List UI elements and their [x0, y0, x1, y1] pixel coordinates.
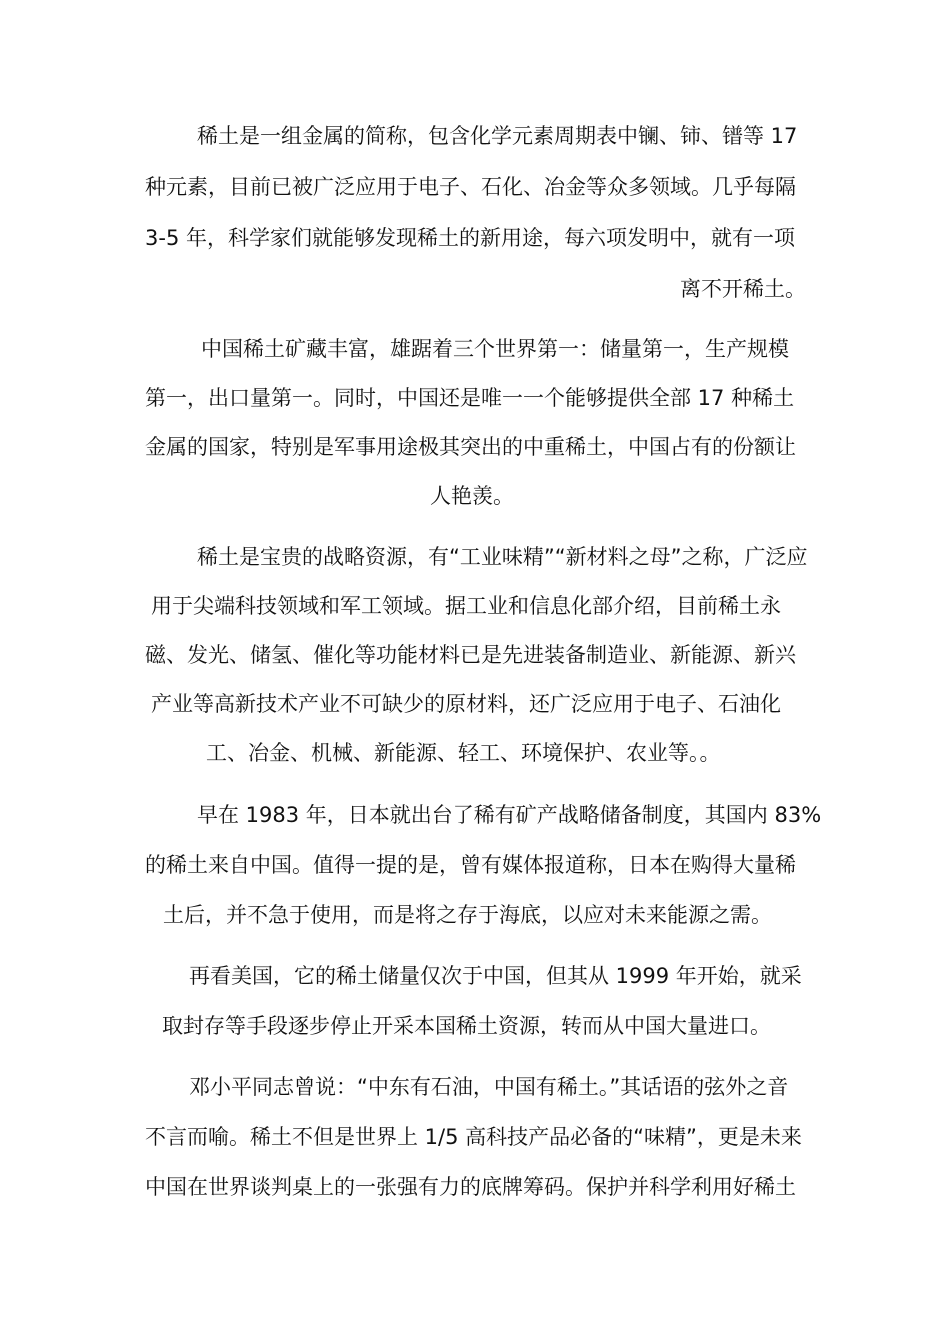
paragraph-2-line-2: 第一，出口量第一。同时，中国还是唯一一个能够提供全部 17 种稀土 — [145, 386, 795, 410]
paragraph-6-line-2: 不言而喻。稀土不但是世界上 1/5 高科技产品必备的“味精”，更是未来 — [145, 1125, 802, 1149]
paragraph-4-line-3: 土后，并不急于使用，而是将之存于海底，以应对未来能源之需。 — [163, 903, 772, 927]
paragraph-3-line-5: 工、冶金、机械、新能源、轻工、环境保护、农业等。。 — [206, 741, 721, 765]
paragraph-5-line-1: 再看美国，它的稀土储量仅次于中国，但其从 1999 年开始，就采 — [189, 964, 802, 988]
paragraph-1-line-4: 离不开稀土。 — [680, 277, 806, 301]
paragraph-4-line-2: 的稀土来自中国。值得一提的是，曾有媒体报道称，日本在购得大量稀 — [145, 853, 796, 877]
paragraph-2-line-3: 金属的国家，特别是军事用途极其突出的中重稀土，中国占有的份额让 — [145, 435, 796, 459]
paragraph-5-line-2: 取封存等手段逐步停止开采本国稀土资源，转而从中国大量进口。 — [162, 1014, 771, 1038]
paragraph-2-line-1: 中国稀土矿藏丰富，雄踞着三个世界第一：储量第一，生产规模 — [201, 337, 789, 361]
paragraph-6-line-1: 邓小平同志曾说：“中东有石油，中国有稀土。”其话语的弦外之音 — [189, 1075, 789, 1099]
paragraph-1-line-2: 种元素，目前已被广泛应用于电子、石化、冶金等众多领域。几乎每隔 — [145, 175, 796, 199]
paragraph-2-line-4: 人艳羡。 — [430, 484, 514, 508]
paragraph-1-line-1: 稀土是一组金属的简称，包含化学元素周期表中镧、铈、镨等 17 — [197, 124, 798, 148]
paragraph-3-line-3: 磁、发光、储氢、催化等功能材料已是先进装备制造业、新能源、新兴 — [145, 643, 796, 667]
paragraph-4-line-1: 早在 1983 年，日本就出台了稀有矿产战略储备制度，其国内 83% — [197, 803, 822, 827]
paragraph-3-line-2: 用于尖端科技领域和军工领域。据工业和信息化部介绍，目前稀土永 — [151, 594, 781, 618]
paragraph-6-line-3: 中国在世界谈判桌上的一张强有力的底牌筹码。保护并科学利用好稀土 — [145, 1175, 796, 1199]
paragraph-3-line-4: 产业等高新技术产业不可缺少的原材料，还广泛应用于电子、石油化 — [151, 692, 781, 716]
paragraph-3-line-1: 稀土是宝贵的战略资源，有“工业味精”“新材料之母”之称，广泛应 — [197, 545, 808, 569]
paragraph-1-line-3: 3-5 年，科学家们就能够发现稀土的新用途，每六项发明中，就有一项 — [145, 226, 795, 250]
